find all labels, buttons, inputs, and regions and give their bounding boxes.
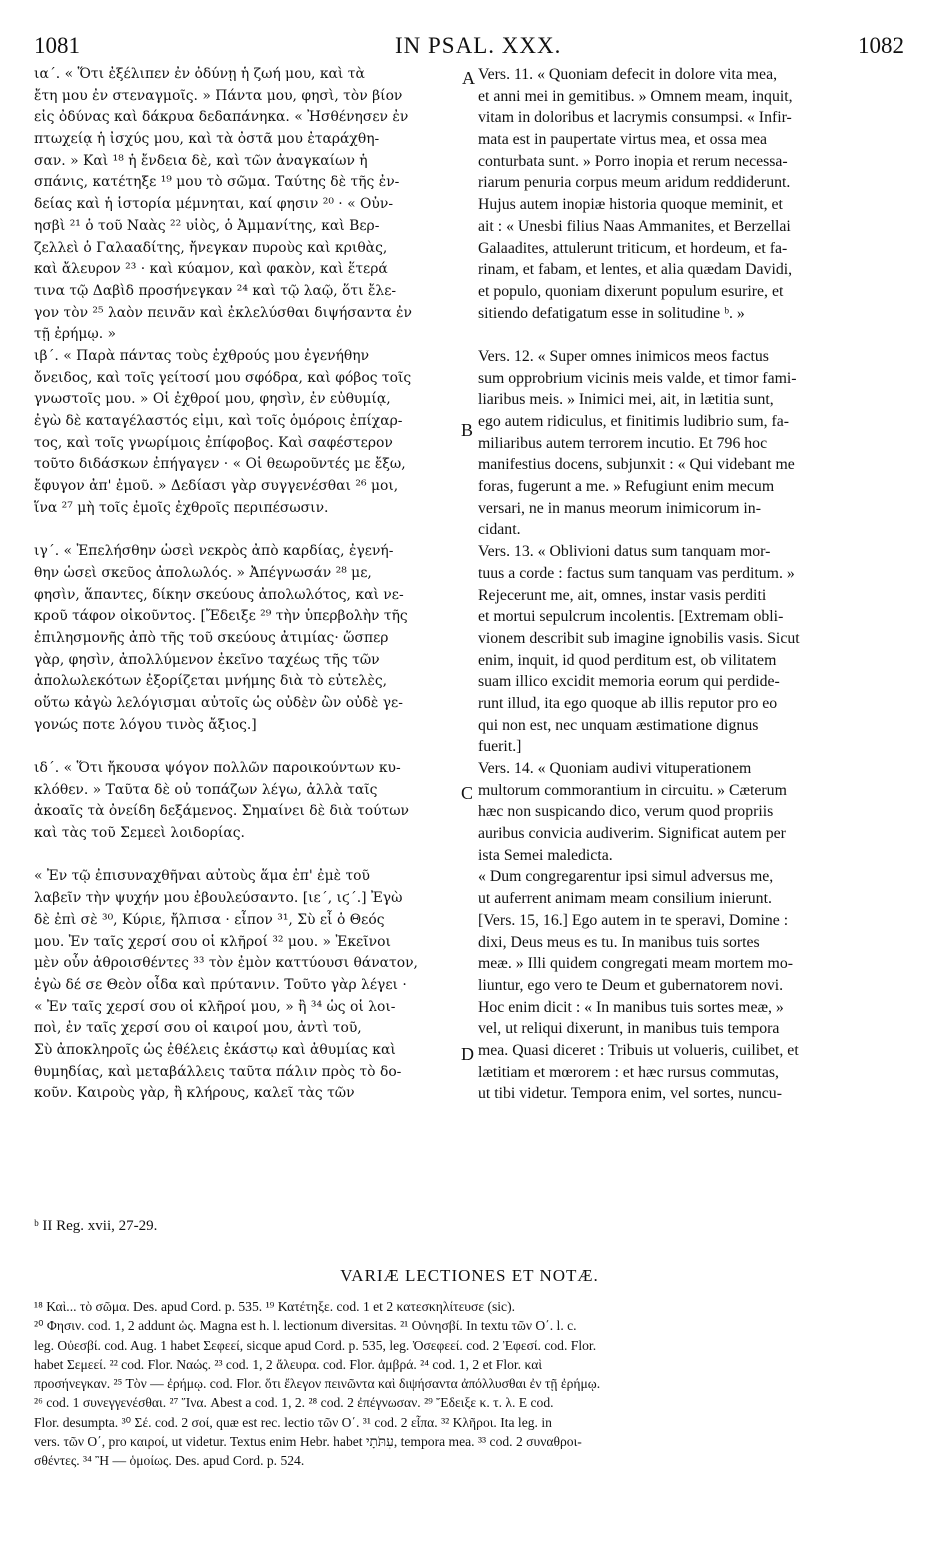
greek-text-line: « Ἐν τῷ ἐπισυναχθῆναι αὐτοὺς ἅμα ἐπ' ἐμὲ τοῦ bbox=[34, 868, 370, 885]
latin-text-line: ut auferrent animam meam consilium inierunt. bbox=[478, 890, 772, 908]
greek-text-line: πτωχείᾳ ἡ ἰσχύς μου, καὶ τὰ ὀστᾶ μου ἐταράχθη- bbox=[34, 131, 380, 148]
greek-text-line: ζελλεὶ ὁ Γαλααδίτης, ἤνεγκαν πυροὺς καὶ κριθὰς, bbox=[34, 239, 388, 256]
greek-text-line: ἐγὼ δέ σε Θεὸν οἶδα καὶ πρύτανιν. Τοῦτο γὰρ λέγει · bbox=[34, 976, 407, 993]
margin-letter-b: B bbox=[461, 420, 474, 440]
latin-text-line: et anni mei in gemitibus. » Omnem meam, inquit, bbox=[478, 87, 793, 105]
variae-note-line: leg. Οὐεσβί. cod. Aug. 1 habet Σεφεεί, sicque apud Cord. p. 535, leg. Ὀσεφεεί. cod. 2 Ἐφεσί. cod. Flor. bbox=[34, 1337, 597, 1353]
latin-text-line: qui non est, nec unquam æstimatione dignus bbox=[478, 716, 759, 734]
greek-text-line: μου. Ἐν ταῖς χερσί σου οἱ κλῆροί ³² μου. » Ἐκεῖνοι bbox=[34, 933, 391, 950]
variae-note-line: Flor. desumpta. ³⁰ Σέ. cod. 2 σοί, quæ est rec. lectio τῶν Ο΄. ³¹ cod. 2 εἶπα. ³² Κλῆροι. Ita leg. in bbox=[34, 1414, 552, 1430]
greek-text-line: ἐπιλησμονῆς ἀπὸ τῆς τοῦ σκεύους ἀτιμίας· ὥσπερ bbox=[34, 629, 389, 646]
variae-note-line: ¹⁸ Καὶ... τὸ σῶμα. Des. apud Cord. p. 535. ¹⁹ Κατέτηξε. cod. 1 et 2 κατεσκηλίτευσε (sic). bbox=[34, 1299, 515, 1314]
latin-text-line: ista Semei maledicta. bbox=[478, 846, 613, 864]
latin-text-line: vel, ut reliqui dixerunt, in manibus tuis tempora bbox=[478, 1020, 780, 1038]
variae-note-line: ²⁰ Φησιν. cod. 1, 2 addunt ὡς. Magna est h. l. lectionum diversitas. ²¹ Οὐνησβί. In textu τῶν Ο΄. l. c. bbox=[34, 1318, 577, 1334]
greek-text-line: Σὺ ἀποκληροῖς ὡς ἐθέλεις ἑκάστῳ καὶ ἀθυμίας καὶ bbox=[34, 1041, 396, 1058]
latin-text-line: versari, ne in manus meorum inimicorum in- bbox=[478, 499, 761, 517]
greek-text-line: κλόθεν. » Ταῦτα δὲ οὐ τοπάζων λέγω, ἀλλὰ ταῖς bbox=[34, 781, 378, 798]
latin-text-line: mata est in paupertate virtus mea, et ossa mea bbox=[478, 131, 768, 149]
latin-text-line: ut tibi videtur. Tempora enim, vel sortes, nuncu- bbox=[478, 1085, 782, 1103]
latin-text-line: Rejecerunt me, ait, omnes, instar vasis perditi bbox=[478, 586, 767, 604]
greek-text-line: ἔτη μου ἐν στεναγμοῖς. » Πάντα μου, φησὶ, τὸν βίον bbox=[34, 87, 403, 104]
greek-text-line: θυμηδίας, καὶ μεταβάλλεις ταῦτα πάλιν πρὸς τὸ δο- bbox=[34, 1063, 402, 1080]
latin-text-line: Galaadites, attulerunt triticum, et hordeum, et fa- bbox=[478, 239, 788, 257]
running-title: IN PSAL. XXX. bbox=[395, 33, 562, 58]
page-number-left: 1081 bbox=[34, 33, 80, 58]
greek-text-line: γον τὸν ²⁵ λαὸν πεινᾶν καὶ ἐκλελύσθαι διψήσαντα ἐν bbox=[34, 304, 412, 321]
greek-text-line: ια΄. « Ὅτι ἐξέλιπεν ἐν ὀδύνῃ ἡ ζωή μου, καὶ τὰ bbox=[34, 66, 365, 82]
greek-text-line: φησὶν, ἅπαντες, δίκην σκεύους ἀπολωλότος, καὶ νε- bbox=[34, 586, 404, 603]
latin-text-line: Vers. 12. « Super omnes inimicos meos factus bbox=[478, 347, 769, 365]
greek-text-line: ὄνειδος, καὶ τοῖς γείτοσί μου σφόδρα, καὶ φόβος τοῖς bbox=[34, 369, 412, 386]
margin-letter-a: A bbox=[462, 68, 475, 88]
latin-text-line: vitam in doloribus et lacrymis consumpsi. « Infir- bbox=[478, 109, 792, 127]
latin-text-line: auribus convicia audiverim. Significat autem per bbox=[478, 825, 786, 843]
greek-text-line: λαβεῖν τὴν ψυχήν μου ἐβουλεύσαντο. [ιε΄, ιϛ΄.] Ἐγὼ bbox=[34, 890, 403, 907]
greek-text-line: τῇ ἐρήμῳ. » bbox=[34, 326, 117, 343]
latin-text-line: Hujus autem inopiæ historia quoque meminit, et bbox=[478, 196, 783, 214]
latin-text-line: ait : « Unesbi filius Naas Ammanites, et Berzellai bbox=[478, 217, 791, 235]
latin-text-line: Vers. 11. « Quoniam defecit in dolore vita mea, bbox=[478, 66, 778, 83]
variae-note-line: habet Σεμεεί. ²² cod. Flor. Ναώς. ²³ cod. 1, 2 ἄλευρα. cod. Flor. ἀμβρά. ²⁴ cod. 1, 2 et Flor. καὶ bbox=[34, 1356, 542, 1372]
greek-text-line: ιβ΄. « Παρὰ πάντας τοὺς ἐχθρούς μου ἐγενήθην bbox=[34, 347, 370, 364]
greek-text-line: κροῦ τάφον οἰκοῦντος. [Ἔδειξε ²⁹ τὴν ὑπερβολὴν τῆς bbox=[34, 608, 408, 625]
latin-text-line: et populo, quoniam dixerunt populum esurire, et bbox=[478, 282, 784, 300]
greek-text-line bbox=[34, 736, 459, 758]
greek-text-line: τινα τῷ Δαβὶδ προσήνεγκαν ²⁴ καὶ τῷ λαῷ, ὅτι ἔλε- bbox=[34, 282, 397, 299]
latin-text-line: mea. Quasi diceret : Tribuis ut volueris, cuilibet, et bbox=[478, 1041, 799, 1059]
latin-text-line: hæc non suspicando dico, verum quod propriis bbox=[478, 803, 774, 821]
latin-text-line: Hoc enim dicit : « In manibus tuis sortes meæ, » bbox=[478, 998, 784, 1016]
latin-text-line: cidant. bbox=[478, 521, 521, 539]
latin-text-line: lætitiam et mœrorem : et hæc rursus commutas, bbox=[478, 1063, 779, 1081]
greek-text-line: ιδ΄. « Ὅτι ἤκουσα ψόγον πολλῶν παροικούντων κυ- bbox=[34, 760, 401, 776]
greek-text-line: θην ὡσεὶ σκεῦος ἀπολωλός. » Ἀπέγνωσάν ²⁸ με, bbox=[34, 564, 372, 581]
greek-text-line: σπάνις, κατέτηξε ¹⁹ μου τὸ σῶμα. Ταύτης δὲ τῆς ἐν- bbox=[34, 174, 400, 191]
latin-text-line: enim, inquit, id quod perditum est, ob vilitatem bbox=[478, 651, 777, 669]
latin-text-line: ego autem ridiculus, et finitimis ludibrio sum, fa- bbox=[478, 413, 790, 430]
latin-text-line: fuerit.] bbox=[478, 738, 522, 756]
latin-text-line: multorum commorantium in circuitu. » Cæterum bbox=[478, 781, 787, 799]
page-header bbox=[0, 33, 939, 63]
latin-text-line: tuus a corde : factus sum tanquam vas perditum. » bbox=[478, 564, 795, 582]
greek-text-line: « Ἐν ταῖς χερσί σου οἱ κλῆροί μου, » ἢ ³⁴ ὡς οἱ λοι- bbox=[34, 998, 396, 1015]
greek-text-line: ἔφυγον ἀπ' ἐμοῦ. » Δεδίασι γὰρ συγγενέσθαι ²⁶ μοι, bbox=[34, 478, 399, 495]
latin-text-line: et mortui sepulcrum incolentis. [Extremam obli- bbox=[478, 608, 784, 626]
latin-text-line: rinam, et fabam, et lentes, et alia quædam Davidi, bbox=[478, 261, 793, 279]
greek-text-line bbox=[34, 845, 459, 867]
margin-letter-d: D bbox=[461, 1044, 474, 1064]
greek-text-line: ἀκοαῖς τὰ ὀνείδη δεξάμενος. Σημαίνει δὲ διὰ τούτων bbox=[34, 803, 409, 820]
greek-text-line: ιγ΄. « Ἐπελήσθην ὡσεὶ νεκρὸς ἀπὸ καρδίας, ἐγενή- bbox=[34, 543, 394, 560]
greek-text-line: καὶ ἄλευρον ²³ · καὶ κύαμον, καὶ φακὸν, καὶ ἕτερά bbox=[34, 261, 388, 278]
latin-text-line: sum opprobrium vicinis meis valde, et timor fami- bbox=[478, 369, 797, 387]
greek-text-line: σαν. » Καὶ ¹⁸ ἡ ἔνδεια δὲ, καὶ τῶν ἀναγκαίων ἡ bbox=[34, 152, 368, 169]
greek-text-line: καὶ τὰς τοῦ Σεμεεὶ λοιδορίας. bbox=[34, 825, 245, 842]
greek-text-line: ἀπολωλεκότων ἐξορίζεται μνήμης διὰ τὸ εὐτελὲς, bbox=[34, 673, 388, 690]
latin-text-line: vionem describit sub imagine ignobilis vasis. Sicut bbox=[478, 629, 800, 647]
greek-text-line: μὲν οὖν ἀθροισθέντες ³³ τὸν ἐμὸν καττύουσι θάνατον, bbox=[34, 955, 418, 972]
latin-text-line: meæ. » Illi quidem congregati meam mortem mo- bbox=[478, 955, 793, 973]
latin-text-line: conturbata sunt. » Porro inopia et rerum necessa- bbox=[478, 152, 788, 170]
latin-text-line: runt illud, ita ego quoque ab illis reputor pro eo bbox=[478, 694, 778, 712]
latin-text-line: foras, fugerunt a me. » Refugiunt enim mecum bbox=[478, 478, 775, 496]
latin-text-line: dixi, Deus meus es tu. In manibus tuis sortes bbox=[478, 933, 760, 951]
greek-column bbox=[34, 64, 459, 1206]
greek-text-line: εἰς ὀδύνας καὶ δάκρυα δεδαπάνηκα. « Ἠσθένησεν ἐν bbox=[34, 109, 409, 126]
latin-text-line: « Dum congregarentur ipsi simul adversus me, bbox=[478, 868, 774, 886]
variae-lectiones-notes bbox=[34, 1297, 914, 1471]
greek-text-line: γὰρ, φησὶν, ἀπολλύμενον ἐκεῖνο ταχέως τῆς τῶν bbox=[34, 651, 380, 668]
latin-column bbox=[478, 64, 908, 1206]
variae-note-line: vers. τῶν Ο΄, pro καιροί, ut videtur. Textus enim Hebr. habet עִתֹּתָי, tempora mea. ³³ cod. 2 συναθροι- bbox=[34, 1434, 582, 1450]
latin-text-line: miliaribus autem terrorem incutio. Et 796 hoc bbox=[478, 434, 768, 452]
greek-text-line bbox=[34, 519, 459, 541]
latin-text-line: liuntur, ego vero te Deum et gubernatorem novi. bbox=[478, 976, 784, 994]
latin-text-line: Vers. 14. « Quoniam audivi vituperationem bbox=[478, 760, 752, 777]
greek-text-line: δὲ ἐπὶ σὲ ³⁰, Κύριε, ἤλπισα · εἶπον ³¹, Σὺ εἶ ὁ Θεός bbox=[34, 911, 385, 928]
variae-note-line: σθέντες. ³⁴ Ἢ — ὁμοίως. Des. apud Cord. p. 524. bbox=[34, 1453, 305, 1469]
greek-text-line: γνωστοῖς μου. » Οἱ ἐχθροί μου, φησὶν, ἐν εὐθυμίᾳ, bbox=[34, 391, 391, 408]
latin-text-line: suam illico excidit memoria eorum qui perdide- bbox=[478, 673, 780, 691]
latin-text-line: manifestius docens, subjunxit : « Qui videbant me bbox=[478, 456, 795, 474]
greek-text-line: οὕτω κἀγὼ λελόγισμαι αὐτοῖς ὡς οὐδὲν ὢν οὐδὲ γε- bbox=[34, 694, 403, 711]
margin-letter-c: C bbox=[461, 783, 474, 803]
greek-text-line: ποὶ, ἐν ταῖς χερσί σου οἱ καιροί μου, ἀντὶ τοῦ, bbox=[34, 1020, 362, 1037]
latin-text-line: riarum penuria corpus meum aridum reddiderunt. bbox=[478, 174, 791, 192]
greek-text-line: τος, καὶ τοῖς γνωρίμοις ἐπίφοβος. Καὶ σαφέστερον bbox=[34, 434, 393, 451]
greek-text-line: γονώς ποτε λόγου τινὸς ἄξιος.] bbox=[34, 716, 257, 733]
greek-text-line: ἐγὼ δὲ καταγέλαστός εἰμι, καὶ τοῖς ὁμόροις ἐπίχαρ- bbox=[34, 413, 403, 429]
variae-note-line: προσήνεγκαν. ²⁵ Τὸν — ἐρήμῳ. cod. Flor. ὅτι ἔλεγον πεινῶντα καὶ διψήσαντα ἀπόλλυσθαι ἐν τῇ ἐρήμῳ. bbox=[34, 1376, 601, 1392]
variae-lectiones-heading: VARIÆ LECTIONES ET NOTÆ. bbox=[340, 1266, 599, 1285]
greek-text-line: δείας καὶ ἡ ἱστορία μέμνηται, καί φησιν ²⁰ · « Οὐν- bbox=[34, 196, 394, 213]
footnote-b: ᵇ II Reg. xvii, 27-29. bbox=[34, 1218, 158, 1234]
page-number-right: 1082 bbox=[858, 33, 904, 58]
greek-text-line: ἵνα ²⁷ μὴ τοῖς ἐμοῖς ἐχθροῖς περιπέσωσιν. bbox=[34, 499, 329, 516]
latin-text-line: sitiendo defatigatum esse in solitudine ᵇ. » bbox=[478, 304, 745, 322]
variae-note-line: ²⁶ cod. 1 συνεγγενέσθαι. ²⁷ Ἵνα. Abest a cod. 1, 2. ²⁸ cod. 2 ἐπέγνωσαν. ²⁹ Ἔδειξε κ. τ. λ. E cod. bbox=[34, 1395, 554, 1411]
latin-text-line: liaribus meis. » Inimici mei, ait, in lætitia sunt, bbox=[478, 391, 774, 409]
latin-text-line: [Vers. 15, 16.] Ego autem in te speravi, Domine : bbox=[478, 911, 789, 929]
latin-text-line: Vers. 13. « Oblivioni datus sum tanquam mor- bbox=[478, 543, 771, 561]
greek-text-line: ησβὶ ²¹ ὁ τοῦ Ναὰς ²² υἱὸς, ὁ Ἀμμανίτης, καὶ Βερ- bbox=[34, 217, 380, 234]
greek-text-line: τοῦτο διδάσκων ἐπήγαγεν · « Οἱ θεωροῦντές με ἔξω, bbox=[34, 456, 406, 473]
greek-text-line: κοῦν. Καιροὺς γὰρ, ἢ κλήρους, καλεῖ τὰς τῶν bbox=[34, 1085, 355, 1102]
latin-text-line bbox=[478, 324, 908, 346]
